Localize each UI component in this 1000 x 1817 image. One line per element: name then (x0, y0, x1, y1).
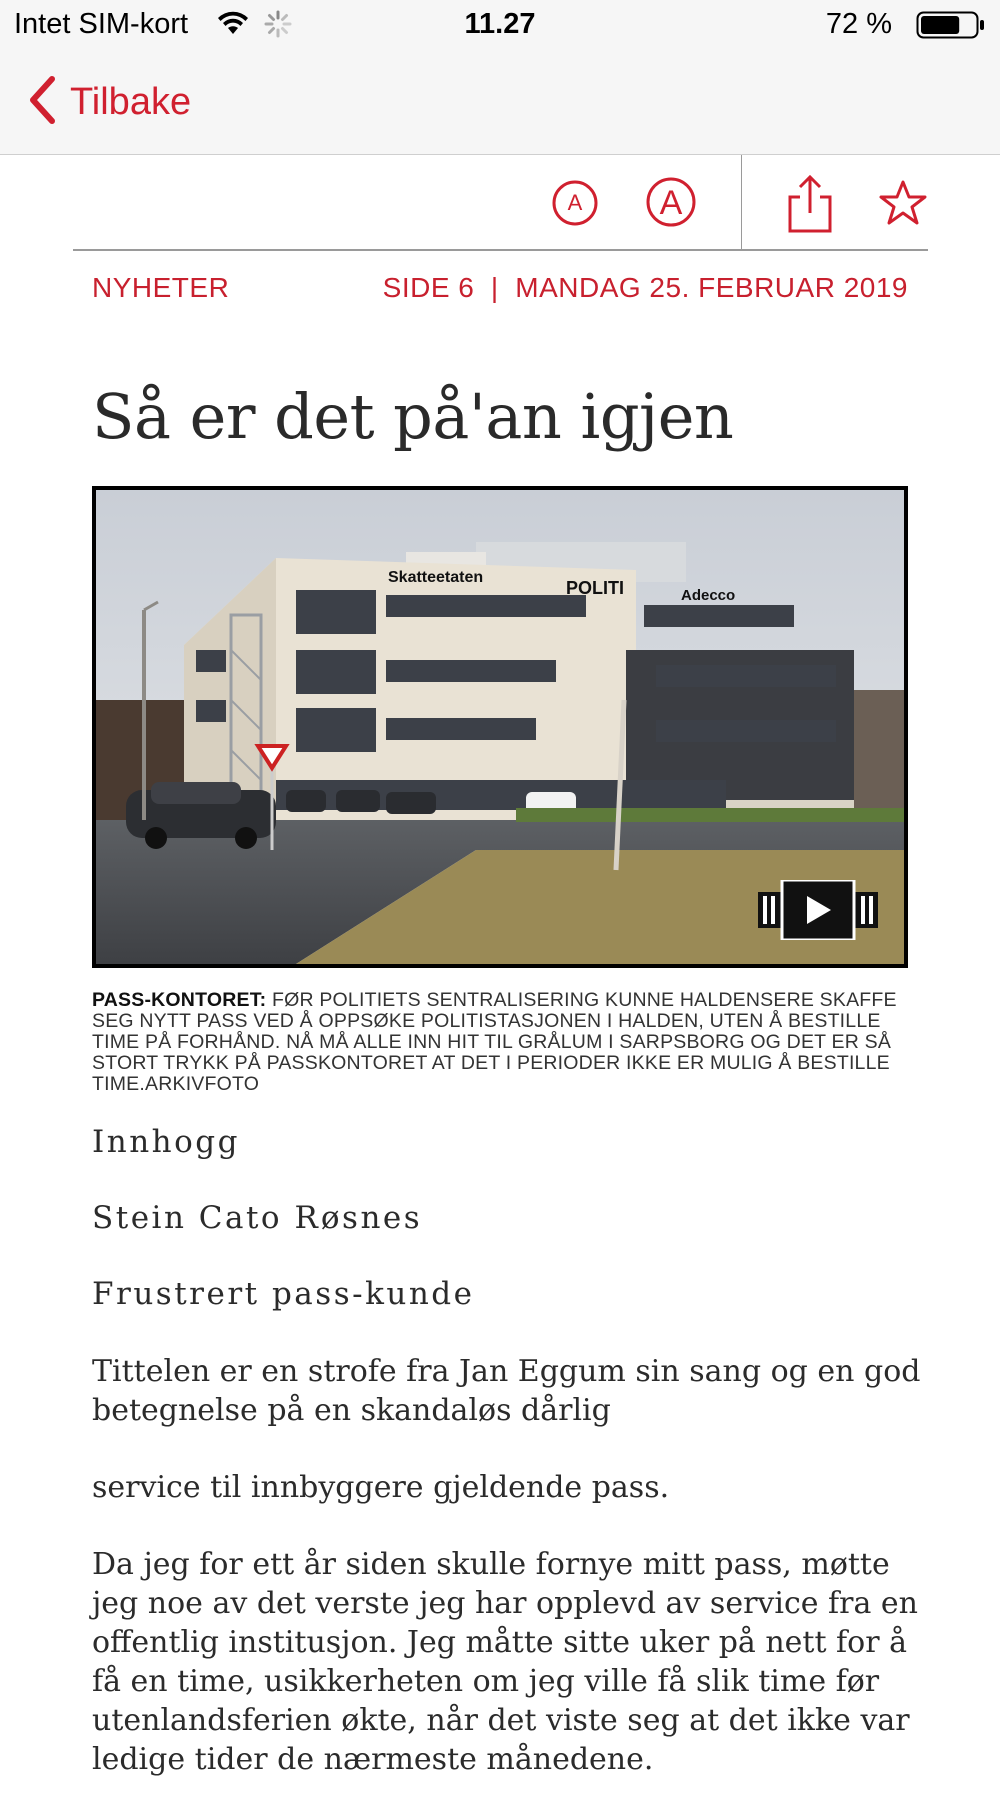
share-button[interactable] (786, 173, 834, 238)
favorite-button[interactable] (878, 179, 928, 232)
svg-text:A: A (567, 190, 583, 215)
article-paragraph: Da jeg for ett år siden skulle fornye mitt pass, møtte jeg noe av det verste jeg har opplevd av service fra en offentlig institusjon. Jeg måtte sitte uker på nett for å få en time, usikkerheten om jeg ville få slik time før utenlandsferien økte, når det viste seg at det ikke var ledige tider de nærmeste månedene. (92, 1547, 918, 1777)
battery-percent: 72 % (825, 8, 892, 40)
sign-skatteetaten: Skatteetaten (388, 569, 484, 586)
caption-text: FØR POLITIETS SENTRALISERING KUNNE HALDENSERE SKAFFE SEG NYTT PASS VED Å OPPSØKE POLITISTASJONEN I HALDEN, UTEN Å BESTILLE TIME PÅ FORHÅND. NÅ MÅ ALLE INN HIT TIL GRÅLUM I SARPSBORG OG DET ER SÅ STORT TRYKK PÅ PASSKONTORET AT DET I PERIODER IKKE ER MULIG Å BESTILLE TIME.ARKIVFOTO (92, 989, 897, 1095)
back-button-label: Tilbake (70, 80, 192, 123)
battery-icon (916, 10, 986, 45)
star-icon (878, 179, 928, 227)
back-button[interactable] (28, 76, 191, 128)
photo-caption (92, 990, 912, 1095)
increase-font-button[interactable] (645, 176, 697, 233)
article-photo[interactable] (92, 486, 908, 968)
article-paragraph: service til innbyggere gjeldende pass. (92, 1470, 670, 1505)
article-page-date: SIDE 6 | MANDAG 25. FEBRUAR 2019 (382, 272, 908, 303)
decrease-font-button[interactable] (551, 179, 599, 232)
chevron-left-icon (28, 75, 56, 130)
status-bar (0, 0, 1000, 50)
article-author: Stein Cato Røsnes (92, 1200, 423, 1236)
play-video-button[interactable] (758, 880, 878, 940)
play-icon (758, 880, 878, 940)
toolbar-divider (741, 155, 742, 250)
toolbar-underline (73, 249, 928, 251)
article-kicker: Innhogg (92, 1124, 240, 1160)
sign-politi: POLITI (566, 578, 624, 598)
article-toolbar (0, 155, 1000, 250)
share-icon (786, 173, 834, 233)
caption-label: PASS-KONTORET: (92, 989, 267, 1011)
article-section: NYHETER (92, 272, 230, 303)
sign-adecco: Adecco (681, 587, 736, 604)
article-title: Så er det på'an igjen (92, 380, 734, 453)
font-large-icon (645, 176, 697, 228)
svg-text:A: A (659, 184, 683, 222)
font-small-icon (551, 179, 599, 227)
article-author-role: Frustrert pass-kunde (92, 1276, 475, 1312)
article-body (92, 1124, 922, 1817)
article-paragraph: Tittelen er en strofe fra Jan Eggum sin sang og en god betegnelse på en skandaløs dårlig (92, 1354, 921, 1428)
carrier-label: Intet SIM-kort (14, 8, 189, 40)
navigation-bar (0, 50, 1000, 155)
clock: 11.27 (464, 8, 536, 40)
